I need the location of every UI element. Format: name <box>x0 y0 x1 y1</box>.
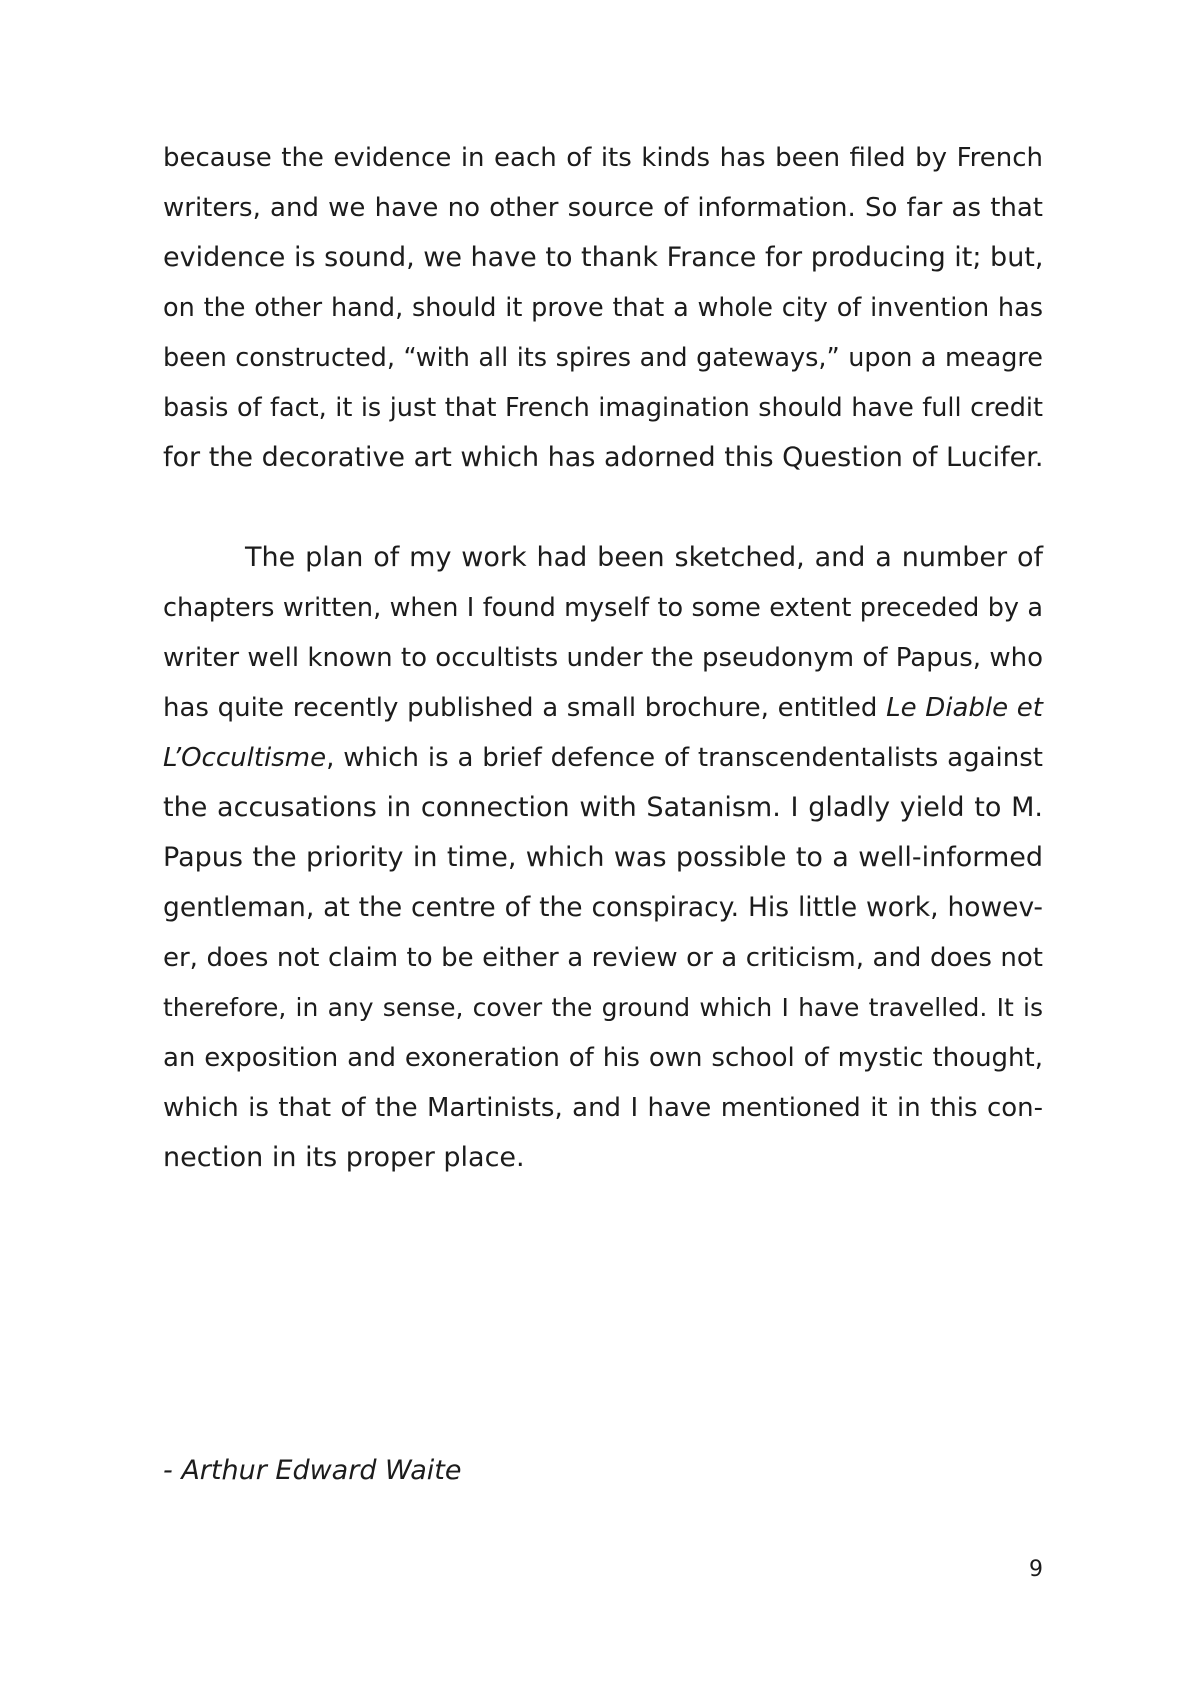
paragraph-line: writers, and we have no other source of information. So far as that <box>163 193 1043 223</box>
paragraph-line: because the evidence in each of its kinds has been filed by French <box>163 143 1043 173</box>
paragraph-line <box>163 683 1043 733</box>
paragraph-line: chapters written, when I found myself to some extent preceded by a <box>163 593 1043 623</box>
paragraph-line: which is that of the Martinists, and I have mentioned it in this con- <box>163 1093 1043 1123</box>
paragraph-line: an exposition and exoneration of his own school of mystic thought, <box>163 1043 1043 1073</box>
paragraph-line: evidence is sound, we have to thank France for producing it; but, <box>163 242 1044 273</box>
paragraph-line: writer well known to occultists under the pseudonym of Papus, who <box>163 643 1043 673</box>
paragraph-line <box>163 733 1043 783</box>
paragraph-line: gentleman, at the centre of the conspiracy. His little work, howev- <box>163 892 1043 923</box>
paragraph-line: er, does not claim to be either a review or a criticism, and does not <box>163 943 1043 973</box>
book-title-italic: Le Diable et <box>886 693 1044 723</box>
paragraph-line: The plan of my work had been sketched, and a number of <box>245 542 1043 573</box>
book-title-italic: L’Occultisme <box>163 743 327 773</box>
line-text: has quite recently published a small brochure, entitled <box>163 693 878 723</box>
paragraph-line: been constructed, “with all its spires and gateways,” upon a meagre <box>163 343 1043 373</box>
paragraph-line: for the decorative art which has adorned this Question of Lucifer. <box>163 442 1044 473</box>
paragraph-line: nection in its proper place. <box>163 1142 525 1173</box>
paragraph-line: basis of fact, it is just that French imagination should have full credit <box>163 393 1043 423</box>
paragraph-line: Papus the priority in time, which was possible to a well-informed <box>163 842 1043 873</box>
paragraph-line: on the other hand, should it prove that a whole city of invention has <box>163 293 1043 323</box>
page-number: 9 <box>1029 1557 1043 1582</box>
paragraph-line: therefore, in any sense, cover the ground which I have travelled. It is <box>163 993 1043 1022</box>
paragraph-line: the accusations in connection with Satanism. I gladly yield to M. <box>163 792 1043 823</box>
line-text: , which is a brief defence of transcendentalists against <box>326 743 1043 773</box>
author-signature: - Arthur Edward Waite <box>163 1455 462 1486</box>
